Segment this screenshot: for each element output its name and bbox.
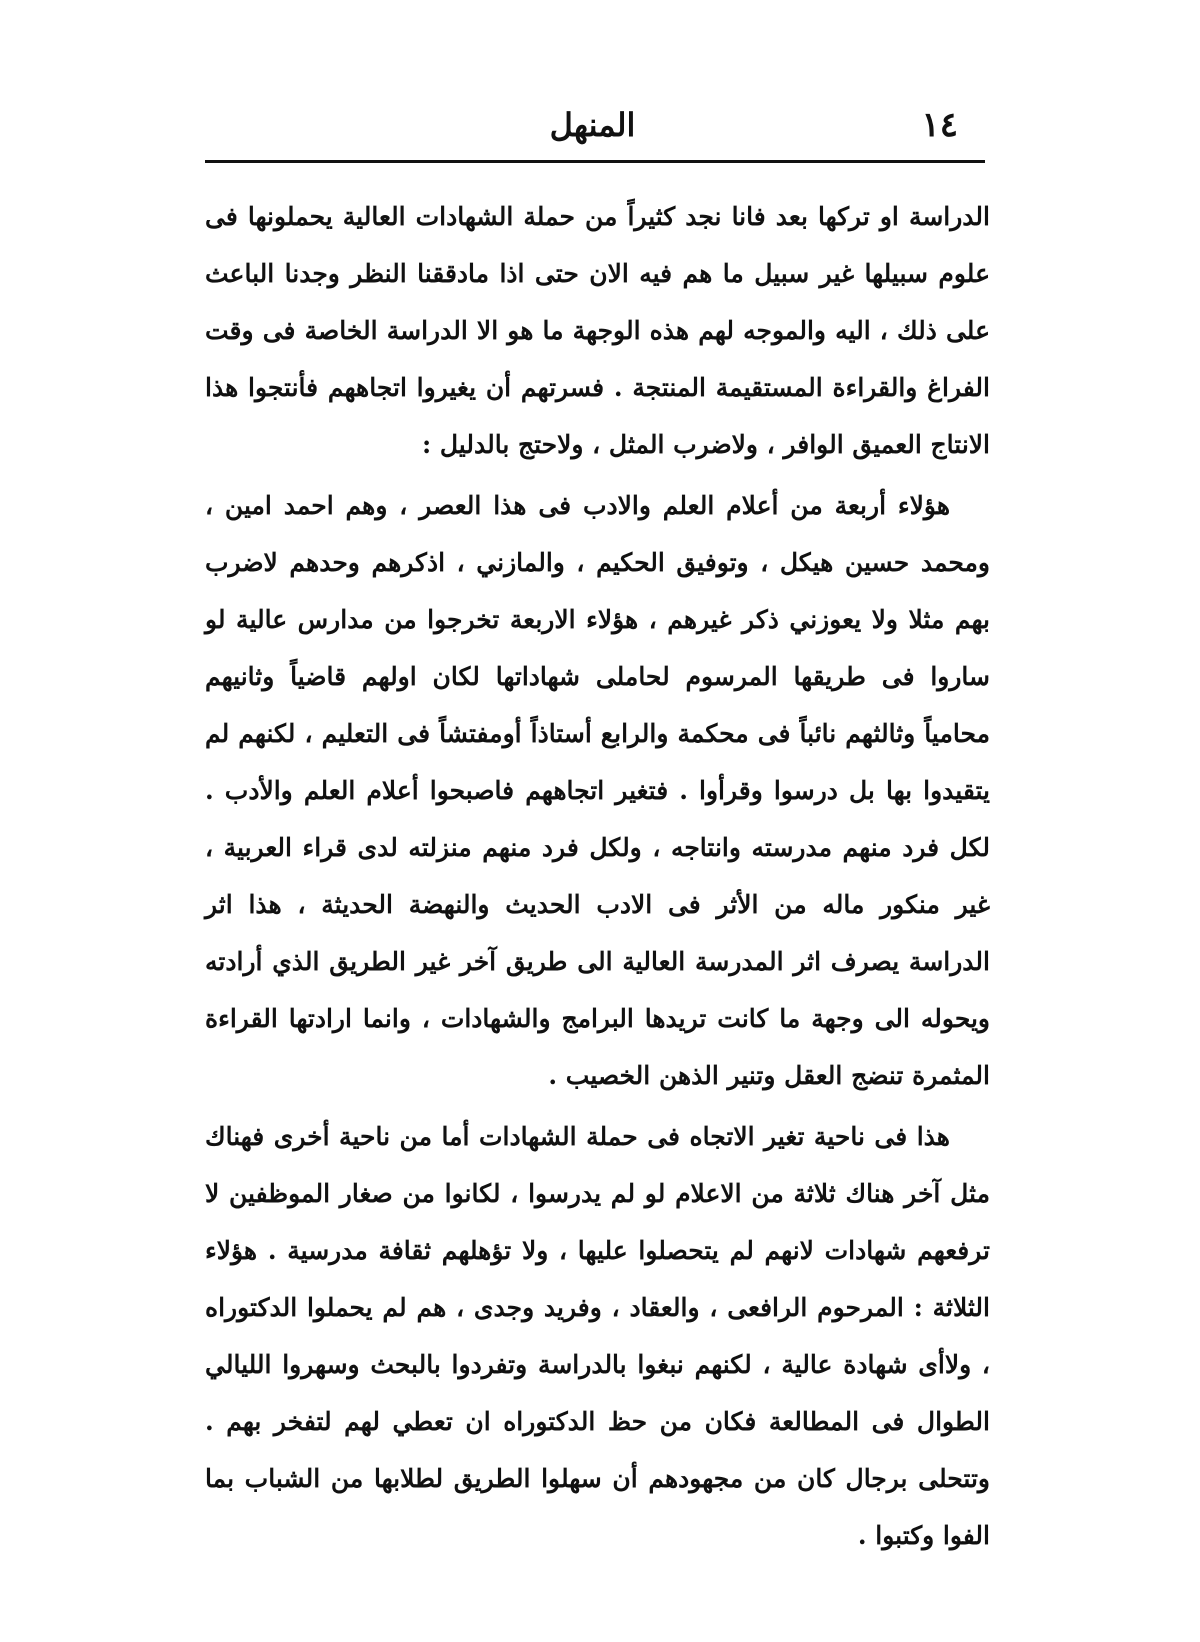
running-title: المنهل [549, 106, 636, 144]
body-text [205, 188, 990, 1568]
page-number: ١٤ [921, 105, 958, 145]
header-divider [205, 160, 985, 163]
paragraph-1: الدراسة او تركها بعد فانا نجد كثيراً من حملة الشهادات العالية يحملونها فى علوم سبيلها غير سبيل ما هم فيه الان حتى اذا مادققنا النظر وجدنا الباعث على ذلك ، اليه والموجه لهم هذه الوجهة ما هو الا الدراسة الخاصة فى وقت الفراغ والقراءة المستقيمة المنتجة . فسرتهم أن يغيروا اتجاههم فأنتجوا هذا الانتاج العميق الوافر ، ولاضرب المثل ، ولاحتج بالدليل : [205, 202, 990, 459]
paragraph-2: هؤلاء أربعة من أعلام العلم والادب فى هذا العصر ، وهم احمد امين ، ومحمد حسين هيكل ، وتوفيق الحكيم ، والمازني ، اذكرهم وحدهم لاضرب بهم مثلا ولا يعوزني ذكر غيرهم ، هؤلاء الاربعة تخرجوا من مدارس عالية لو ساروا فى طريقها المرسوم لحاملى شهاداتها لكان اولهم قاضياً وثانيهم محامياً وثالثهم نائباً فى محكمة والرابع أستاذاً أومفتشاً فى التعليم ، لكنهم لم يتقيدوا بها بل درسوا وقرأوا . فتغير اتجاههم فاصبحوا أعلام العلم والأدب . لكل فرد منهم مدرسته وانتاجه ، ولكل فرد منهم منزلته لدى قراء العربية ، غير منكور ماله من الأثر فى الادب الحديث والنهضة الحديثة ، هذا اثر الدراسة يصرف اثر المدرسة العالية الى طريق آخر غير الطريق الذي أرادته ويحوله الى وجهة ما كانت تريدها البرامج والشهادات ، وانما ارادتها القراءة المثمرة تنضج العقل وتنير الذهن الخصيب . [205, 491, 991, 1090]
page-header [205, 100, 980, 150]
paragraph-3: هذا فى ناحية تغير الاتجاه فى حملة الشهادات أما من ناحية أخرى فهناك مثل آخر هناك ثلاثة من الاعلام لو لم يدرسوا ، لكانوا من صغار الموظفين لا ترفعهم شهادات لانهم لم يتحصلوا عليها ، ولا تؤهلهم ثقافة مدرسية . هؤلاء الثلاثة : المرحوم الرافعى ، والعقاد ، وفريد وجدى ، هم لم يحملوا الدكتوراه ، ولاأى شهادة عالية ، لكنهم نبغوا بالدراسة وتفردوا بالبحث وسهروا الليالي الطوال فى المطالعة فكان من حظ الدكتوراه ان تعطي لهم لتفخر بهم . وتتحلى برجال كان من مجهودهم أن سهلوا الطريق لطلابها من الشباب بما الفوا وكتبوا . [205, 1122, 990, 1550]
